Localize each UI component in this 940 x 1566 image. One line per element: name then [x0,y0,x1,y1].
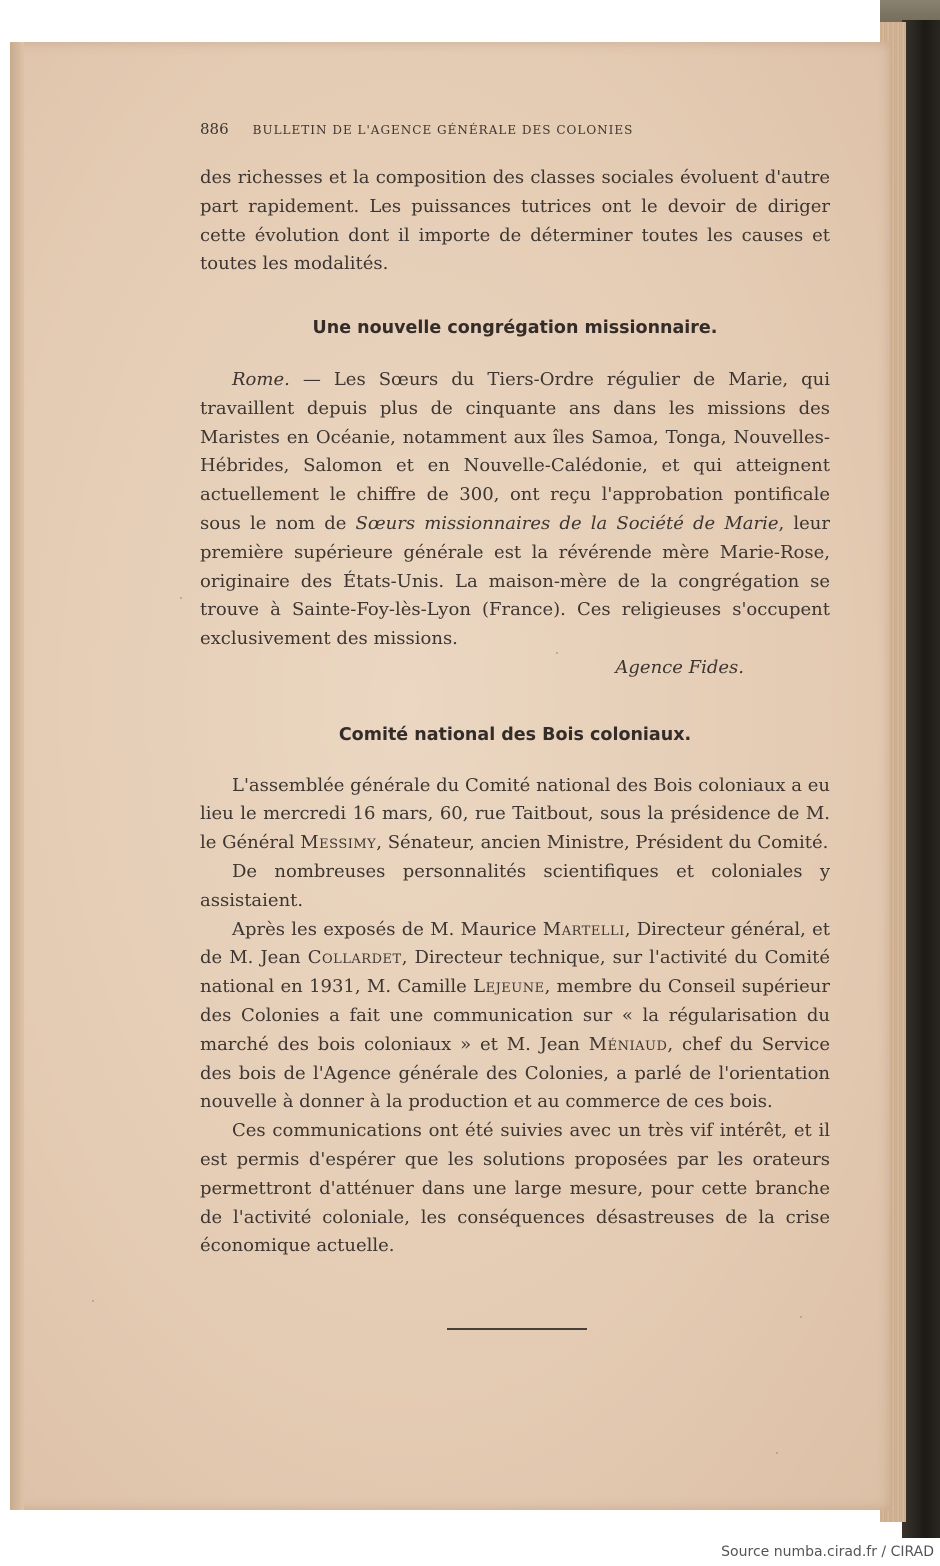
section-heading-bois: Comité national des Bois coloniaux. [338,724,692,745]
attendance-paragraph: De nombreuses personnalités scientifiques et coloniales y assistaient. [200,860,830,911]
page-left-edge [10,42,24,1510]
paragraph-text: Après les exposés de M. Maurice [232,918,543,940]
running-head [200,120,830,138]
article-body [200,164,830,1261]
paper-speck [800,1316,802,1318]
paragraph-text: , Sénateur, ancien Ministre, Président du Comité. [376,832,829,854]
intro-paragraph: des richesses et la composition des classes sociales évoluent d'autre part rapidement. Les puissances tutrices ont le devoir de diriger cette évolution dont il importe de déterminer toutes les causes et toutes les modalités. [200,167,830,275]
paper-speck [776,1452,778,1454]
paragraph-text: — Les Sœurs du Tiers-Ordre régulier de Marie, qui travaillent depuis plus de cinquante ans dans les missions des Maristes en Océanie, notamment aux îles Samoa, Tonga, Nouvelles-Hébrides, Salomon et en Nouvelle-Calédonie, et qui atteignent actuellement le chiffre de 300, ont reçu l'approbation pontificale sous le nom de [200,368,830,534]
person-name: Collardet [307,947,402,969]
paper-speck [180,597,182,599]
person-name: Martelli [542,918,625,940]
dateline: Rome. [232,368,290,390]
paragraph-text: , leur première supérieure générale est la révérende mère Marie-Rose, originaire des États-Unis. La maison-mère de la congrégation se trouve à Sainte-Foy-lès-Lyon (France). Ces religieuses s'occupent exclusivement des missions. [200,512,830,650]
section-heading-congregation: Une nouvelle congrégation missionnaire. [312,318,718,339]
signature: Agence Fides. [615,656,744,678]
paper-speck [92,1300,94,1302]
paragraph-text: , Directeur général, et de M. Jean [200,918,830,969]
book-binding-shadow [902,20,940,1540]
person-name: Messimy [300,832,377,854]
assembly-paragraph [200,772,830,858]
person-name: Méniaud [588,1033,668,1055]
paragraph-text: L'assemblée générale du Comité national des Bois coloniaux a eu lieu le mercredi 16 mars, 60, rue Taitbout, sous la présidence de M. le Général [200,774,830,854]
page-number: 886 [200,120,229,138]
presentations-paragraph [200,916,830,1118]
end-rule [447,1328,587,1330]
congregation-name: Sœurs missionnaires de la Société de Marie [355,512,779,534]
paragraph-text: , Directeur technique, sur l'activité du Comité national en 1931, M. Camille [200,947,830,998]
paragraph-text: , membre du Conseil supérieur des Colonies a fait une communication sur « la régularisation du marché des bois coloniaux » et M. Jean [200,976,830,1055]
congregation-paragraph [200,366,830,654]
person-name: Lejeune [473,976,545,998]
conclusion-paragraph: Ces communications ont été suivies avec un très vif intérêt, et il est permis d'espérer que les solutions proposées par les orateurs permettront d'atténuer dans une large mesure, pour cette branche de l'activité coloniale, les conséquences désastreuses de la crise économique actuelle. [200,1120,830,1257]
paragraph-text: , chef du Service des bois de l'Agence générale des Colonies, a parlé de l'orientation nouvelle à donner à la production et au commerce de ces bois. [200,1033,830,1113]
source-credit: Source numba.cirad.fr / CIRAD [721,1544,934,1560]
journal-title: BULLETIN DE L'AGENCE GÉNÉRALE DES COLONIES [252,123,634,137]
